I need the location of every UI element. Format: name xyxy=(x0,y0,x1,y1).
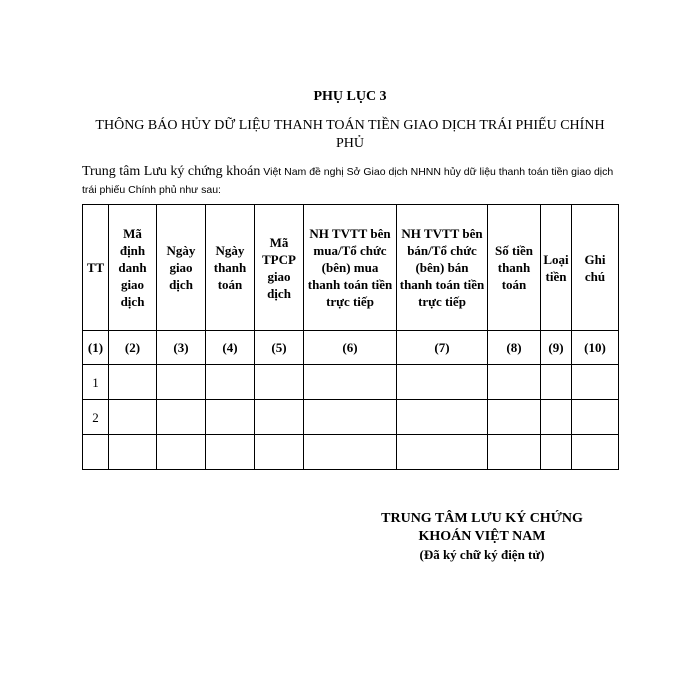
column-header: Loại tiền xyxy=(541,205,572,331)
table-cell xyxy=(572,400,619,435)
table-cell xyxy=(157,365,206,400)
table-cell: 1 xyxy=(83,365,109,400)
table-cell xyxy=(541,365,572,400)
table-header-row xyxy=(83,205,619,331)
column-number: (7) xyxy=(397,331,488,365)
column-header: NH TVTT bên mua/Tổ chức (bên) mua thanh toán tiền trực tiếp xyxy=(304,205,397,331)
table-cell xyxy=(397,400,488,435)
signature-block xyxy=(340,510,624,564)
intro-lead: Trung tâm Lưu ký chứng khoán xyxy=(82,164,261,179)
column-number: (4) xyxy=(206,331,255,365)
column-number: (1) xyxy=(83,331,109,365)
column-header: Mã TPCP giao dịch xyxy=(255,205,304,331)
table-cell xyxy=(572,435,619,470)
table-cell xyxy=(541,435,572,470)
table-cell xyxy=(206,400,255,435)
column-number: (3) xyxy=(157,331,206,365)
table-cell xyxy=(157,400,206,435)
intro-paragraph xyxy=(82,163,622,199)
signature-org-line-2: KHOÁN VIỆT NAM xyxy=(418,529,546,544)
table-cell xyxy=(488,400,541,435)
table-cell xyxy=(488,365,541,400)
column-header: NH TVTT bên bán/Tổ chức (bên) bán thanh toán tiền trực tiếp xyxy=(397,205,488,331)
column-number: (5) xyxy=(255,331,304,365)
intro-rest: Việt Nam đề nghị Sở Giao dịch NHNN hủy dữ liệu thanh toán tiền giao dịch trái phiếu Chính phủ như sau: xyxy=(82,166,614,196)
table-cell xyxy=(488,435,541,470)
column-header: Ngày thanh toán xyxy=(206,205,255,331)
signature-org-line-1: TRUNG TÂM LƯU KÝ CHỨNG xyxy=(381,511,583,526)
table-cell xyxy=(541,400,572,435)
document-title: THÔNG BÁO HỦY DỮ LIỆU THANH TOÁN TIỀN GIAO DỊCH TRÁI PHIẾU CHÍNH PHỦ xyxy=(95,118,605,151)
table-cell xyxy=(83,435,109,470)
table-row xyxy=(83,365,619,400)
column-header: Ngày giao dịch xyxy=(157,205,206,331)
signature-note: (Đã ký chữ ký điện tử) xyxy=(419,547,545,562)
column-header: TT xyxy=(83,205,109,331)
table-cell xyxy=(304,435,397,470)
table-cell xyxy=(206,365,255,400)
table-cell xyxy=(255,435,304,470)
table-row xyxy=(83,435,619,470)
column-number: (8) xyxy=(488,331,541,365)
column-number: (10) xyxy=(572,331,619,365)
table-cell xyxy=(304,400,397,435)
table-cell xyxy=(157,435,206,470)
column-number: (6) xyxy=(304,331,397,365)
table-cell xyxy=(109,435,157,470)
table-cell xyxy=(304,365,397,400)
column-header: Số tiền thanh toán xyxy=(488,205,541,331)
column-number: (9) xyxy=(541,331,572,365)
column-number-row xyxy=(83,331,619,365)
table-cell xyxy=(397,365,488,400)
table-cell xyxy=(255,365,304,400)
column-number: (2) xyxy=(109,331,157,365)
table-cell xyxy=(572,365,619,400)
cancellation-table xyxy=(82,204,619,470)
appendix-title: PHỤ LỤC 3 xyxy=(313,89,387,104)
table-cell xyxy=(255,400,304,435)
table-cell xyxy=(206,435,255,470)
table-row xyxy=(83,400,619,435)
table-cell: 2 xyxy=(83,400,109,435)
column-header: Mã định danh giao dịch xyxy=(109,205,157,331)
table-cell xyxy=(109,400,157,435)
column-header: Ghi chú xyxy=(572,205,619,331)
table-cell xyxy=(397,435,488,470)
table-cell xyxy=(109,365,157,400)
